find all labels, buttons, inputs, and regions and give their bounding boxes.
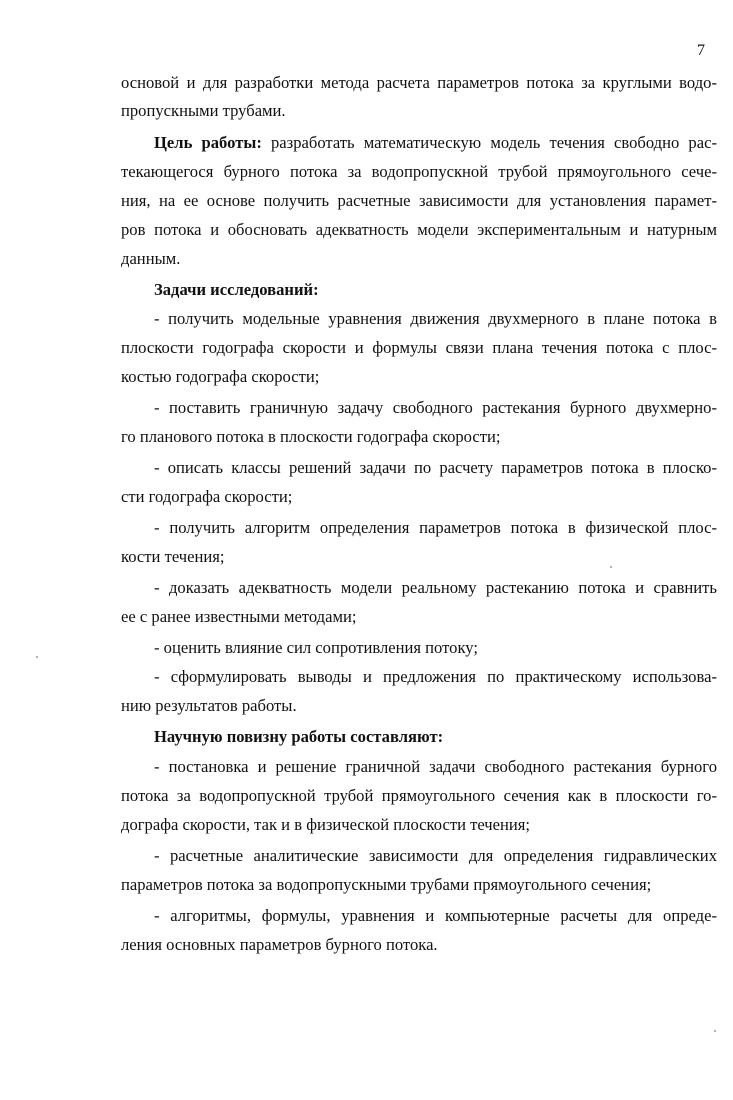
novelty-heading: Научную повизну работы составляют: bbox=[154, 727, 444, 746]
text-line: текающегося бурного потока за водопропускной трубой прямоугольного сече- bbox=[121, 162, 717, 181]
list-item: - алгоритмы, формулы, уравнения и компьютерные расчеты для опреде- bbox=[154, 906, 717, 925]
goal-heading: Цель работы: bbox=[154, 133, 262, 152]
page-number: 7 bbox=[697, 42, 705, 59]
text-line: го планового потока в плоскости годографа скорости; bbox=[121, 427, 501, 446]
list-item: - получить модельные уравнения движения двухмерного в плане потока в bbox=[154, 309, 717, 328]
text-line: основой и для разработки метода расчета параметров потока за круглыми водо- bbox=[121, 73, 717, 92]
text-line: костью годографа скорости; bbox=[121, 367, 320, 386]
scan-speck bbox=[36, 656, 38, 658]
text-line: дографа скорости, так и в физической плоскости течения; bbox=[121, 815, 531, 834]
list-item: - расчетные аналитические зависимости для определения гидравлических bbox=[154, 846, 717, 865]
text-line: нию результатов работы. bbox=[121, 696, 297, 715]
list-item: - оценить влияние сил сопротивления потоку; bbox=[154, 638, 478, 657]
list-item: - поставить граничную задачу свободного растекания бурного двухмерно- bbox=[154, 398, 717, 417]
list-item: - доказать адекватность модели реальному растеканию потока и сравнить bbox=[154, 578, 717, 597]
text-line: сти годографа скорости; bbox=[121, 487, 293, 506]
text-line: потока за водопропускной трубой прямоугольного сечения как в плоскости го- bbox=[121, 786, 717, 805]
tasks-heading: Задачи исследований: bbox=[154, 280, 319, 299]
text-line: ров потока и обосновать адекватность модели экспериментальным и натурным bbox=[121, 220, 717, 239]
goal-text: разработать математическую модель течения свободно рас- bbox=[261, 133, 717, 152]
text-line: ления основных параметров бурного потока. bbox=[121, 935, 438, 954]
text-line: ния, на ее основе получить расчетные зависимости для установления парамет- bbox=[121, 191, 717, 210]
scan-speck bbox=[610, 566, 612, 568]
scan-speck bbox=[714, 1030, 716, 1032]
text-line bbox=[154, 132, 717, 154]
text-line: плоскости годографа скорости и формулы связи плана течения потока с плос- bbox=[121, 338, 717, 357]
list-item: - описать классы решений задачи по расчету параметров потока в плоско- bbox=[154, 458, 717, 477]
text-line: пропускными трубами. bbox=[121, 101, 286, 120]
text-line: кости течения; bbox=[121, 547, 225, 566]
list-item: - получить алгоритм определения параметров потока в физической плос- bbox=[154, 518, 717, 537]
list-item: - постановка и решение граничной задачи свободного растекания бурного bbox=[154, 757, 717, 776]
text-line: параметров потока за водопропускными трубами прямоугольного сечения; bbox=[121, 875, 652, 894]
list-item: - сформулировать выводы и предложения по практическому использова- bbox=[154, 667, 717, 686]
text-line: ее с ранее известными методами; bbox=[121, 607, 357, 626]
text-line: данным. bbox=[121, 249, 181, 268]
